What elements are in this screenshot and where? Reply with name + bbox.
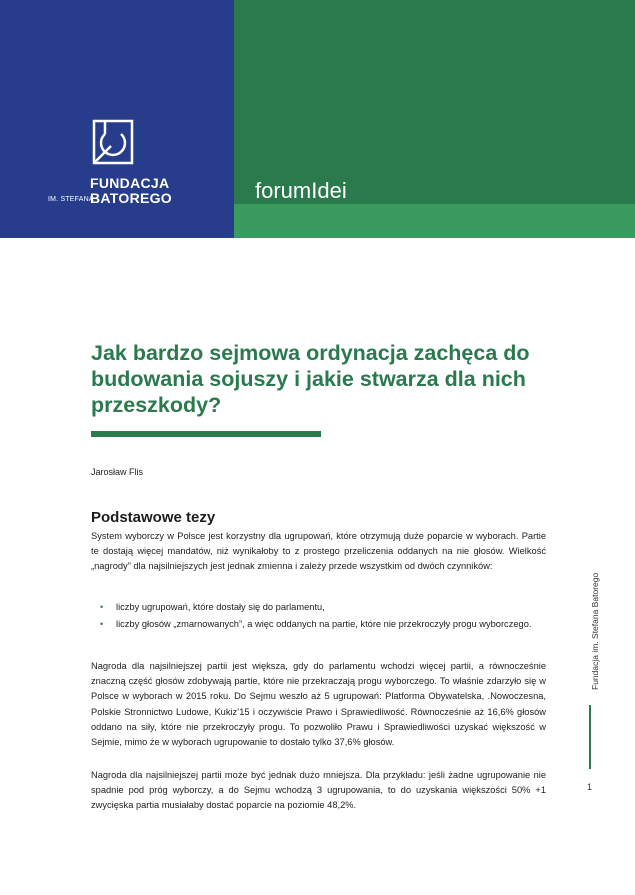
document-title: Jak bardzo sejmowa ordynacja zachęca do budowania sojuszy i jakie stwarza dla nich przeszkody? bbox=[91, 341, 530, 417]
bullet-list bbox=[100, 600, 546, 634]
paragraph-smaller-bonus: Nagroda dla najsilniejszej partii może być jednak dużo mniejsza. Dla przykładu: jeśli żadne ugrupowanie nie spadnie pod próg wyborczy, a do Sejmu wchodzą 3 ugrupowania, to do uzyskania większości 50% +1 zwycięska partia musiałaby dostać poparcie na poziomie 48,2%. bbox=[91, 770, 546, 811]
author-name: Jarosław Flis bbox=[91, 467, 144, 477]
list-item bbox=[100, 617, 546, 632]
list-item-text: liczby ugrupowań, które dostały się do parlamentu, bbox=[116, 602, 325, 612]
series-title: forumIdei bbox=[255, 178, 347, 203]
list-item bbox=[100, 600, 546, 615]
header-green-strip bbox=[234, 204, 635, 238]
org-name-line2: BATOREGO bbox=[90, 190, 172, 206]
page-number: 1 bbox=[587, 782, 593, 792]
section-title: Podstawowe tezy bbox=[91, 509, 216, 526]
bullet-dot-icon: • bbox=[100, 602, 104, 612]
org-name-line1: FUNDACJA bbox=[90, 175, 170, 191]
paragraph-intro: System wyborczy w Polsce jest korzystny dla ugrupowań, które otrzymują duże poparcie w wyborach. Partie te dostają więcej mandatów, niż wynikałoby to z prostego przeliczenia oddanych na nie głosów. Wielkość „nagrody” dla najsilniejszych jest jednak zmienna i zależy przede wszystkim od dwóch czynników: bbox=[91, 531, 546, 572]
org-name-small: IM. STEFANA bbox=[48, 196, 94, 203]
bullet-dot-icon: • bbox=[100, 619, 104, 630]
list-item-text: liczby głosów „zmarnowanych”, a więc oddanych na partie, które nie przekroczyły progu wyborczego. bbox=[116, 619, 532, 630]
side-accent-rule bbox=[589, 705, 591, 769]
vertical-org-label: Fundacja im. Stefana Batorego bbox=[590, 572, 600, 690]
paragraph-2015-election: Nagroda dla najsilniejszej partii jest większa, gdy do parlamentu wchodzi więcej partii, a równocześnie znaczną część głosów zdobywają partie, które nie przekraczają progu wyborczego. To właśnie zdarzyło się w Polsce w wyborach w 2015 roku. Do Sejmu weszło aż 5 ugrupowań: Platforma Obywatelska, .Nowoczesna, Polskie Stronnictwo Ludowe, Kukiz’15 i oczywiście Prawo i Sprawiedliwość. Równocześnie aż 16,6% głosów oddano na siły, które nie przekroczyły progu. To pozwoliło Prawu i Sprawiedliwości uzyskać większość w Sejmie, mimo że w wyborach ugrupowanie to dostało tylko 37,6% głosów. bbox=[91, 661, 546, 748]
foundation-logo-icon bbox=[91, 118, 135, 166]
header-green-panel bbox=[234, 0, 635, 204]
title-underline bbox=[91, 431, 321, 437]
